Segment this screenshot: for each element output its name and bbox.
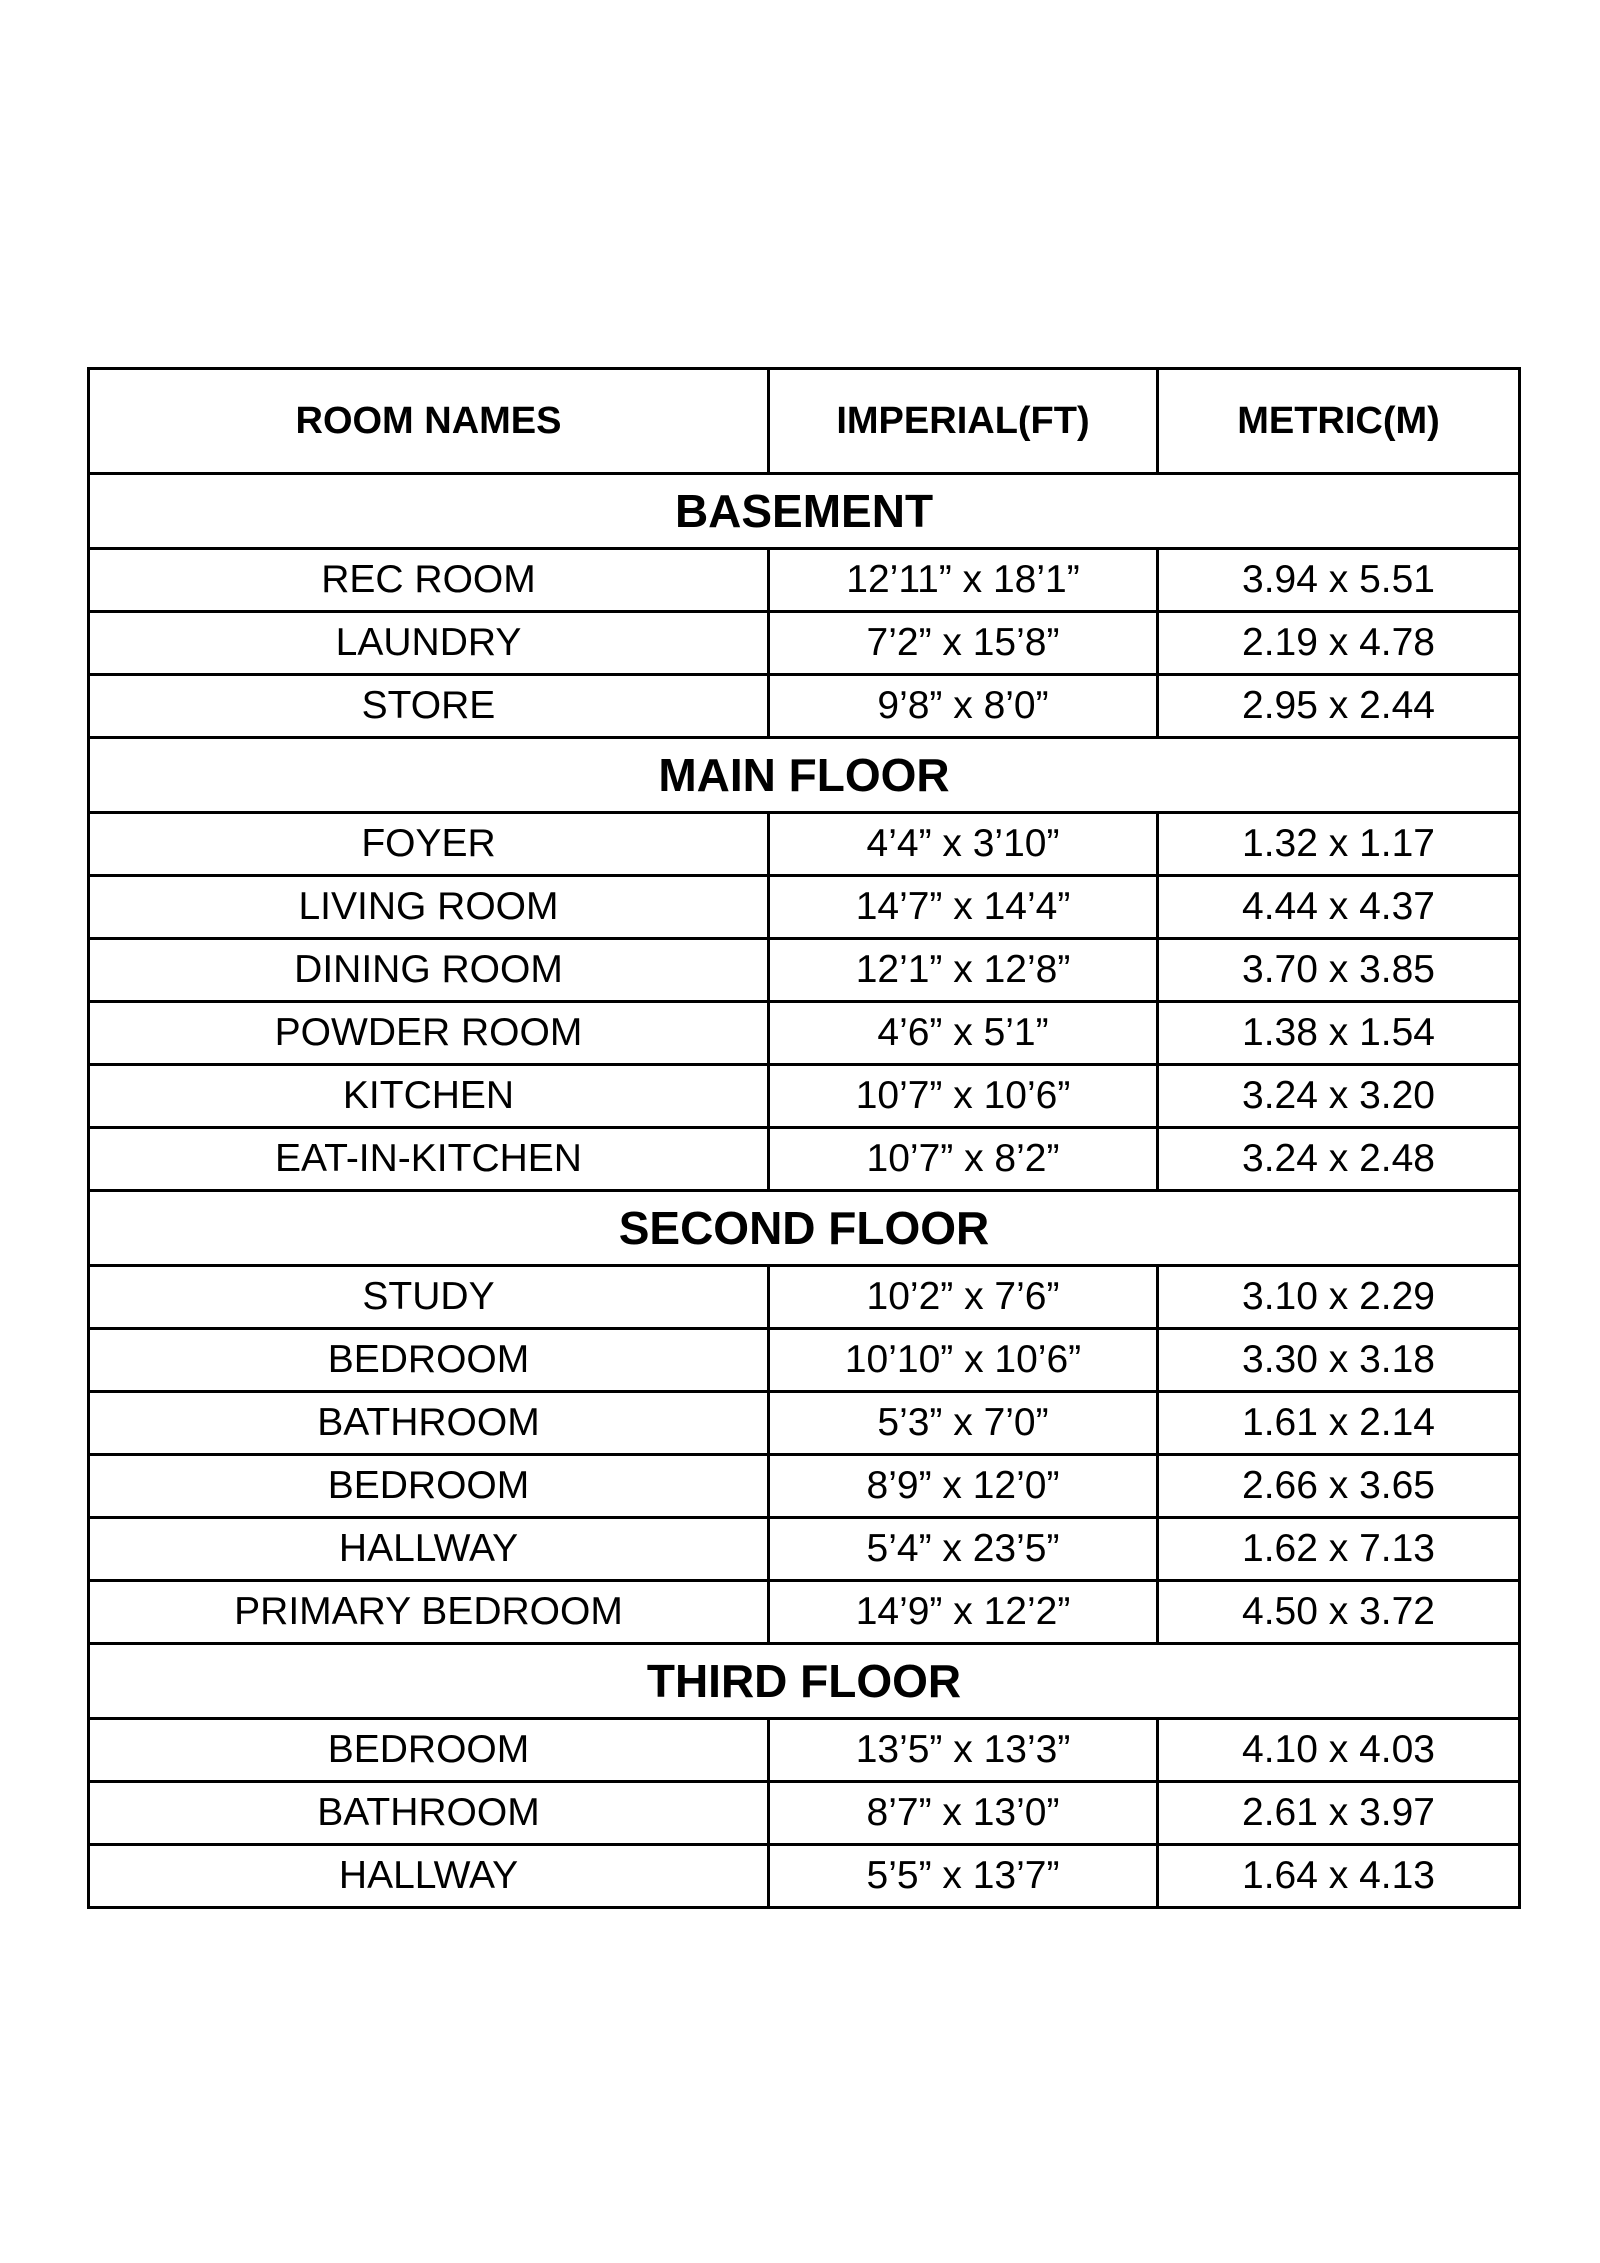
- table-row: [89, 939, 1520, 1002]
- section-title: BASEMENT: [89, 474, 1520, 549]
- metric-size-cell: 2.61 x 3.97: [1158, 1782, 1520, 1845]
- metric-size-cell: 3.24 x 3.20: [1158, 1065, 1520, 1128]
- room-name-cell: POWDER ROOM: [89, 1002, 769, 1065]
- imperial-size-cell: 4’6” x 5’1”: [769, 1002, 1158, 1065]
- room-name-cell: LAUNDRY: [89, 612, 769, 675]
- room-name-cell: DINING ROOM: [89, 939, 769, 1002]
- room-name-cell: FOYER: [89, 813, 769, 876]
- table-row: [89, 1845, 1520, 1908]
- room-dimensions-table: [87, 367, 1521, 1909]
- table-row: [89, 1329, 1520, 1392]
- imperial-size-cell: 8’9” x 12’0”: [769, 1455, 1158, 1518]
- table-row: [89, 1455, 1520, 1518]
- section-row: [89, 474, 1520, 549]
- metric-size-cell: 3.10 x 2.29: [1158, 1266, 1520, 1329]
- header-metric: METRIC(M): [1158, 369, 1520, 474]
- table-row: [89, 1065, 1520, 1128]
- header-imperial: IMPERIAL(FT): [769, 369, 1158, 474]
- imperial-size-cell: 10’7” x 8’2”: [769, 1128, 1158, 1191]
- metric-size-cell: 4.10 x 4.03: [1158, 1719, 1520, 1782]
- room-name-cell: BATHROOM: [89, 1392, 769, 1455]
- metric-size-cell: 2.19 x 4.78: [1158, 612, 1520, 675]
- table-row: [89, 675, 1520, 738]
- section-title: MAIN FLOOR: [89, 738, 1520, 813]
- imperial-size-cell: 13’5” x 13’3”: [769, 1719, 1158, 1782]
- metric-size-cell: 1.64 x 4.13: [1158, 1845, 1520, 1908]
- imperial-size-cell: 5’4” x 23’5”: [769, 1518, 1158, 1581]
- room-name-cell: BEDROOM: [89, 1719, 769, 1782]
- imperial-size-cell: 12’1” x 12’8”: [769, 939, 1158, 1002]
- metric-size-cell: 1.32 x 1.17: [1158, 813, 1520, 876]
- metric-size-cell: 1.62 x 7.13: [1158, 1518, 1520, 1581]
- table-row: [89, 1719, 1520, 1782]
- metric-size-cell: 4.44 x 4.37: [1158, 876, 1520, 939]
- imperial-size-cell: 8’7” x 13’0”: [769, 1782, 1158, 1845]
- table-row: [89, 1002, 1520, 1065]
- header-room-names: ROOM NAMES: [89, 369, 769, 474]
- metric-size-cell: 3.70 x 3.85: [1158, 939, 1520, 1002]
- metric-size-cell: 2.66 x 3.65: [1158, 1455, 1520, 1518]
- metric-size-cell: 1.38 x 1.54: [1158, 1002, 1520, 1065]
- room-name-cell: BATHROOM: [89, 1782, 769, 1845]
- section-row: [89, 1191, 1520, 1266]
- table-row: [89, 1518, 1520, 1581]
- room-name-cell: STORE: [89, 675, 769, 738]
- room-name-cell: REC ROOM: [89, 549, 769, 612]
- table-row: [89, 813, 1520, 876]
- table-row: [89, 612, 1520, 675]
- metric-size-cell: 3.24 x 2.48: [1158, 1128, 1520, 1191]
- table-row: [89, 1782, 1520, 1845]
- imperial-size-cell: 5’3” x 7’0”: [769, 1392, 1158, 1455]
- table-row: [89, 1392, 1520, 1455]
- imperial-size-cell: 10’7” x 10’6”: [769, 1065, 1158, 1128]
- metric-size-cell: 3.94 x 5.51: [1158, 549, 1520, 612]
- room-name-cell: STUDY: [89, 1266, 769, 1329]
- room-name-cell: HALLWAY: [89, 1518, 769, 1581]
- imperial-size-cell: 14’9” x 12’2”: [769, 1581, 1158, 1644]
- imperial-size-cell: 7’2” x 15’8”: [769, 612, 1158, 675]
- section-title: THIRD FLOOR: [89, 1644, 1520, 1719]
- imperial-size-cell: 12’11” x 18’1”: [769, 549, 1158, 612]
- imperial-size-cell: 14’7” x 14’4”: [769, 876, 1158, 939]
- room-name-cell: HALLWAY: [89, 1845, 769, 1908]
- table-row: [89, 1581, 1520, 1644]
- room-name-cell: LIVING ROOM: [89, 876, 769, 939]
- room-name-cell: BEDROOM: [89, 1455, 769, 1518]
- room-name-cell: BEDROOM: [89, 1329, 769, 1392]
- section-row: [89, 738, 1520, 813]
- metric-size-cell: 2.95 x 2.44: [1158, 675, 1520, 738]
- imperial-size-cell: 10’2” x 7’6”: [769, 1266, 1158, 1329]
- metric-size-cell: 4.50 x 3.72: [1158, 1581, 1520, 1644]
- imperial-size-cell: 4’4” x 3’10”: [769, 813, 1158, 876]
- table-row: [89, 1266, 1520, 1329]
- imperial-size-cell: 9’8” x 8’0”: [769, 675, 1158, 738]
- table-row: [89, 549, 1520, 612]
- room-name-cell: EAT-IN-KITCHEN: [89, 1128, 769, 1191]
- section-row: [89, 1644, 1520, 1719]
- room-name-cell: PRIMARY BEDROOM: [89, 1581, 769, 1644]
- imperial-size-cell: 10’10” x 10’6”: [769, 1329, 1158, 1392]
- table-body: [89, 474, 1520, 1908]
- metric-size-cell: 3.30 x 3.18: [1158, 1329, 1520, 1392]
- section-title: SECOND FLOOR: [89, 1191, 1520, 1266]
- room-name-cell: KITCHEN: [89, 1065, 769, 1128]
- table-row: [89, 1128, 1520, 1191]
- table-row: [89, 876, 1520, 939]
- imperial-size-cell: 5’5” x 13’7”: [769, 1845, 1158, 1908]
- table-header-row: [89, 369, 1520, 474]
- metric-size-cell: 1.61 x 2.14: [1158, 1392, 1520, 1455]
